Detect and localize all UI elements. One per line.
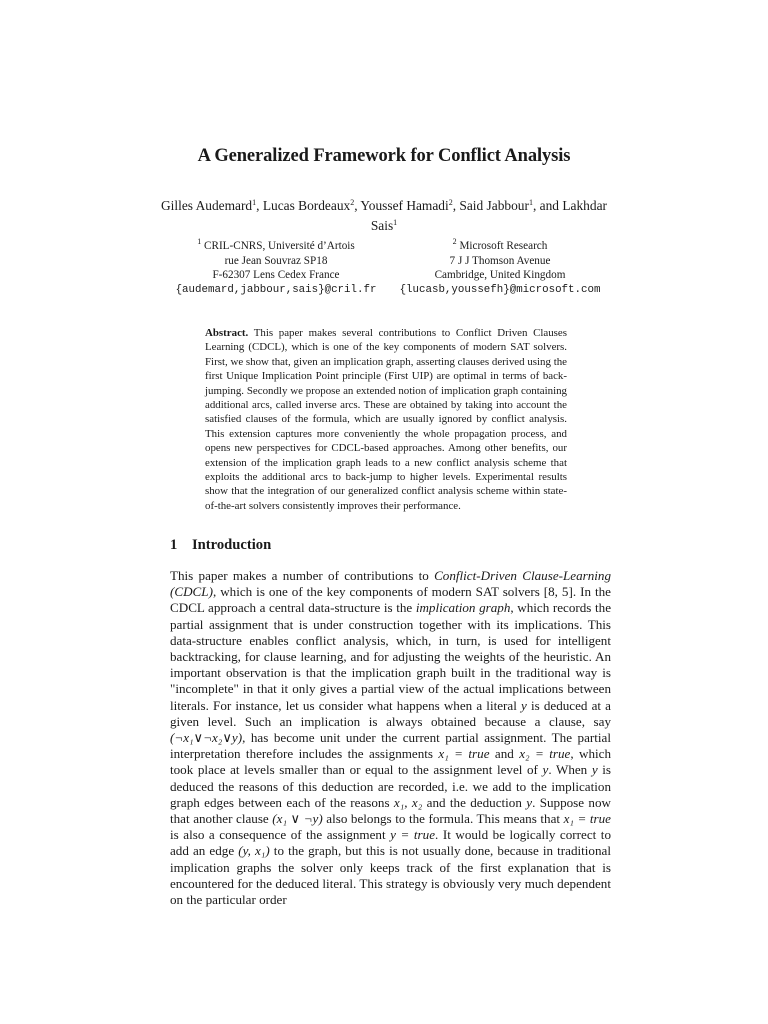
affiliation-block-2 xyxy=(390,235,610,297)
math-expression: y xyxy=(526,794,533,810)
abstract-label: Abstract. xyxy=(205,327,249,339)
affiliation-line: rue Jean Souvraz SP18 xyxy=(224,254,328,267)
author-name: Lakhdar xyxy=(562,198,607,213)
intro-paragraph: This paper makes a number of contributions to Conflict-Driven Clause-Learning (CDCL), which is one of the key components of modern SAT solvers [8, 5]. In the CDCL approach a central data-structure is the implication graph, which records the partial assignment that is under construction together with its implications. This data-structure enables conflict analysis, which, in turn, is used for intelligent backtracking, for clause learning, and for adjusting the weights of the heuristic. An important observation is that the implication graph built in the traditional way is "incomplete" in that it only gives a partial view of the actual implications between literals. For instance, let us consider what happens when a literal y is deduced at a given level. Such an implication is always obtained because a clause, say (¬x₁∨¬x₂∨y), has become unit under the current partial assignment. The partial interpretation therefore includes the assignments x₁ = true and x₂ = true, which took place at levels smaller than or equal to the assignment level of y. When y is deduced the reasons of this deduction are recorded, i.e. we add to the implication graph edges between each of the reasons x₁, x₂ and the deduction y. Suppose now that another clause (x₁ ∨ ¬y) also belongs to the formula. This means that x₁ = true is also a consequence of the assignment y = true. It would be logically correct to add an edge (y, x₁) to the graph, but this is not usually done, because in traditional implication graphs the solver only keeps track of the first explanation that is encountered for the deduced literal. This strategy is obviously very much dependent on the particular order xyxy=(170,568,612,908)
affiliation-marker: 2 xyxy=(448,198,453,207)
math-expression: x₁ = xyxy=(563,811,590,827)
emphasis-term: true xyxy=(413,827,436,843)
affiliation-marker: 1 xyxy=(393,218,398,227)
affiliation-email: {audemard,jabbour,sais}@cril.fr xyxy=(175,283,377,296)
author-name: Lucas Bordeaux xyxy=(262,198,351,213)
math-expression: y xyxy=(521,697,527,713)
affiliation-block-1 xyxy=(166,235,386,297)
math-expression: x₂ = xyxy=(519,746,550,762)
math-expression: x₁, x₂ xyxy=(393,794,423,810)
math-expression: x₁ = xyxy=(438,746,469,762)
affiliation-line: Microsoft Research xyxy=(459,240,548,252)
emphasis-term: true xyxy=(549,746,571,762)
section-title: Introduction xyxy=(192,537,272,553)
section-number: 1 xyxy=(170,537,178,553)
affiliation-line: CRIL-CNRS, Université d’Artois xyxy=(204,240,355,252)
math-expression: (¬x₁∨¬x₂∨y) xyxy=(170,730,243,746)
emphasis-term: implication graph xyxy=(415,600,511,616)
math-expression: y = xyxy=(390,827,414,843)
affiliation-marker: 2 xyxy=(452,237,457,246)
affiliation-marker: 1 xyxy=(528,198,533,207)
emphasis-term: true xyxy=(468,746,490,762)
paper-title: A Generalized Framework for Conflict Analysis xyxy=(197,146,571,166)
abstract-text: This paper makes several contributions to Conflict Driven Clauses Learning (CDCL), which is one of the key components of modern SAT solvers. First, we show that, given an implication graph, asserting clauses derived using the first Unique Implication Point principle (First UIP) are optimal in terms of back-jumping. Secondly we propose an extended notion of implication graph containing additional arcs, called inverse arcs. These are obtained by taking into account the satisfied clauses of the formula, which are usually ignored by conflict analysis. This extension captures more conveniently the whole propagation process, and opens new perspectives for CDCL-based approaches. Among other benefits, our extension of the implication graph leads to a new conflict analysis scheme that exploits the additional arcs to back-jump to higher levels. Experimental results show that the integration of our generalized conflict analysis scheme within state-of-the-art solvers consistently improves their performance. xyxy=(205,327,567,512)
author-name: Sais xyxy=(370,218,394,233)
author-name: Youssef Hamadi xyxy=(360,198,449,213)
author-name: Gilles Audemard xyxy=(161,198,253,213)
section-heading xyxy=(170,537,271,554)
math-expression: y xyxy=(591,762,598,778)
affiliation-line: Cambridge, United Kingdom xyxy=(434,269,566,282)
affiliation-marker: 1 xyxy=(197,237,202,246)
affiliation-line: F-62307 Lens Cedex France xyxy=(212,269,340,282)
emphasis-term: Conflict-Driven Clause-Learning (CDCL) xyxy=(170,568,612,600)
affiliation-line: 7 J J Thomson Avenue xyxy=(449,254,551,267)
abstract xyxy=(205,326,567,513)
math-expression: y xyxy=(542,762,549,778)
affiliation-email: {lucasb,youssefh}@microsoft.com xyxy=(399,283,601,296)
affiliation-marker: 2 xyxy=(350,198,355,207)
affiliation-marker: 1 xyxy=(252,198,257,207)
author-list: Gilles Audemard$^1$, Lucas Bordeaux$^2$, Youssef Hamadi$^2$, Said Jabbour$^1$, and Lakhdar Sais$^1$ xyxy=(161,198,607,233)
emphasis-term: true xyxy=(589,811,611,827)
math-expression: (y, x₁) xyxy=(238,843,270,859)
math-expression: (x₁ ∨ ¬y) xyxy=(272,811,323,827)
author-name: Said Jabbour xyxy=(459,198,529,213)
